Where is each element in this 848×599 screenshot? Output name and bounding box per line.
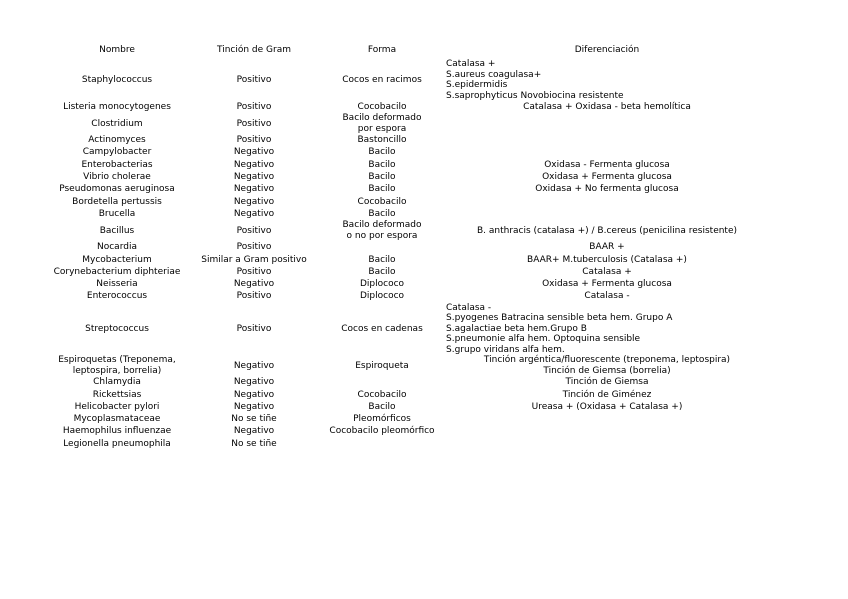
cell-diferenciacion: Tinción de Giemsa	[565, 377, 649, 388]
table-row	[44, 291, 768, 303]
table-row	[44, 426, 768, 438]
cell-nombre: Campylobacter	[82, 147, 152, 158]
table-row	[44, 401, 768, 413]
cell-tincion: No se tiñe	[231, 414, 277, 425]
cell-tincion: Negativo	[233, 172, 275, 183]
cell-diferenciacion: Oxidasa + Fermenta glucosa	[542, 172, 672, 183]
cell-nombre: Corynebacterium diphteriae	[53, 266, 181, 277]
cell-tincion: Negativo	[233, 360, 275, 371]
cell-tincion: Positivo	[236, 118, 272, 129]
table-row	[44, 254, 768, 266]
cell-forma: Bacilo	[368, 184, 396, 195]
table-row	[44, 266, 768, 278]
table-row	[44, 413, 768, 425]
cell-diferenciacion: Catalasa - S.pyogenes Batracina sensible beta hem. Grupo A S.agalactiae beta hem.Grupo B S.pneumonie alfa hem. Optoquina sensible S.grupo viridans alfa hem.	[446, 302, 673, 355]
table-row	[44, 159, 768, 171]
cell-tincion: Negativo	[233, 401, 275, 412]
cell-forma	[318, 376, 446, 388]
cell-tincion: Negativo	[233, 147, 275, 158]
cell-nombre: Streptococcus	[85, 323, 149, 334]
cell-forma: Bacilo	[368, 266, 396, 277]
cell-nombre: Chlamydia	[93, 377, 141, 388]
cell-tincion: Negativo	[233, 208, 275, 219]
cell-nombre: Listeria monocytogenes	[63, 101, 171, 112]
cell-diferenciacion	[446, 147, 768, 159]
table-row	[44, 241, 768, 253]
cell-nombre: Vibrio cholerae	[83, 172, 151, 183]
cell-tincion: Positivo	[236, 242, 272, 253]
cell-diferenciacion: Tinción de Giménez	[562, 389, 652, 400]
table-row	[44, 134, 768, 146]
cell-diferenciacion: Oxidasa + No fermenta glucosa	[535, 184, 679, 195]
table-row	[44, 113, 768, 134]
cell-forma: Espiroqueta	[355, 360, 409, 371]
cell-forma: Bacilo	[368, 147, 396, 158]
table-row	[44, 303, 768, 356]
table-row	[44, 147, 768, 159]
cell-tincion: Positivo	[236, 266, 272, 277]
cell-tincion: Similar a Gram positivo	[201, 254, 307, 265]
cell-tincion: Negativo	[233, 184, 275, 195]
cell-nombre: Espiroquetas (Treponema, leptospira, borrelia)	[58, 355, 176, 376]
cell-forma: Cocobacilo pleomórfico	[329, 426, 435, 437]
cell-nombre: Nocardia	[97, 242, 137, 253]
cell-diferenciacion: Ureasa + (Oxidasa + Catalasa +)	[531, 401, 683, 412]
cell-nombre: Pseudomonas aeruginosa	[59, 184, 175, 195]
table-row	[44, 355, 768, 376]
cell-diferenciacion: Oxidasa + Fermenta glucosa	[542, 279, 672, 290]
cell-tincion: Positivo	[236, 74, 272, 85]
table-row	[44, 278, 768, 290]
cell-diferenciacion: Oxidasa - Fermenta glucosa	[544, 159, 670, 170]
cell-tincion: Negativo	[233, 159, 275, 170]
header-row	[44, 42, 768, 59]
cell-diferenciacion: B. anthracis (catalasa +) / B.cereus (penicilina resistente)	[476, 225, 738, 236]
cell-diferenciacion: BAAR+ M.tuberculosis (Catalasa +)	[527, 254, 687, 265]
cell-tincion: No se tiñe	[231, 438, 277, 449]
cell-forma	[318, 438, 446, 450]
cell-diferenciacion: Catalasa + S.aureus coagulasa+ S.epidermidis S.saprophyticus Novobiocina resistente	[446, 59, 624, 101]
bacteria-table	[44, 42, 768, 450]
cell-nombre: Clostridium	[91, 118, 143, 129]
cell-nombre: Enterococcus	[86, 291, 148, 302]
cell-nombre: Actinomyces	[88, 135, 146, 146]
cell-forma: Diplococo	[359, 291, 405, 302]
cell-diferenciacion	[446, 208, 768, 220]
cell-tincion: Negativo	[233, 377, 275, 388]
cell-forma: Bacilo deformado o no por espora	[342, 220, 422, 241]
cell-tincion: Negativo	[233, 389, 275, 400]
cell-tincion: Positivo	[236, 291, 272, 302]
cell-tincion: Positivo	[236, 101, 272, 112]
cell-forma: Cocos en racimos	[342, 74, 422, 85]
cell-tincion: Positivo	[236, 135, 272, 146]
table-row	[44, 220, 768, 241]
cell-forma: Bacilo	[368, 401, 396, 412]
table-row	[44, 389, 768, 401]
cell-diferenciacion	[446, 438, 768, 450]
cell-forma	[318, 241, 446, 253]
cell-nombre: Brucella	[98, 208, 136, 219]
table-row	[44, 196, 768, 208]
table-row	[44, 59, 768, 101]
cell-diferenciacion	[446, 196, 768, 208]
cell-forma: Bacilo	[368, 172, 396, 183]
table-row	[44, 171, 768, 183]
cell-forma: Pleomórficos	[353, 414, 411, 425]
cell-forma: Bacilo	[368, 159, 396, 170]
cell-tincion: Negativo	[233, 279, 275, 290]
cell-diferenciacion	[446, 413, 768, 425]
cell-tincion: Positivo	[236, 323, 272, 334]
cell-forma: Bacilo	[368, 254, 396, 265]
cell-diferenciacion: Catalasa + Oxidasa - beta hemolítica	[523, 101, 691, 112]
cell-nombre: Legionella pneumophila	[63, 438, 171, 449]
header-nombre: Nombre	[99, 45, 135, 56]
cell-diferenciacion: BAAR +	[589, 242, 625, 253]
cell-tincion: Negativo	[233, 196, 275, 207]
header-diferenciacion: Diferenciación	[574, 45, 640, 56]
table-row	[44, 376, 768, 388]
cell-nombre: Haemophilus influenzae	[62, 426, 172, 437]
cell-nombre: Bacillus	[99, 225, 135, 236]
cell-nombre: Bordetella pertussis	[72, 196, 162, 207]
cell-nombre: Mycoplasmataceae	[73, 414, 161, 425]
cell-forma: Cocobacilo	[357, 389, 407, 400]
cell-nombre: Mycobacterium	[82, 254, 152, 265]
cell-nombre: Rickettsias	[92, 389, 142, 400]
cell-forma: Bacilo deformado por espora	[342, 113, 422, 134]
table-row	[44, 438, 768, 450]
cell-forma: Bastoncillo	[357, 135, 407, 146]
cell-forma: Cocobacilo	[357, 101, 407, 112]
cell-diferenciacion: Tinción argéntica/fluorescente (treponema, leptospira) Tinción de Giemsa (borrelia)	[483, 355, 731, 376]
header-forma: Forma	[367, 45, 397, 56]
cell-diferenciacion: Catalasa -	[584, 291, 630, 302]
table-row	[44, 101, 768, 113]
cell-forma: Cocos en cadenas	[341, 323, 423, 334]
cell-forma: Bacilo	[368, 208, 396, 219]
cell-forma: Cocobacilo	[357, 196, 407, 207]
table-row	[44, 208, 768, 220]
cell-diferenciacion	[446, 113, 768, 134]
cell-nombre: Helicobacter pylori	[74, 401, 160, 412]
cell-diferenciacion	[446, 134, 768, 146]
cell-tincion: Positivo	[236, 225, 272, 236]
cell-nombre: Neisseria	[96, 279, 138, 290]
header-tincion: Tinción de Gram	[216, 45, 291, 56]
cell-nombre: Staphylococcus	[81, 74, 153, 85]
cell-diferenciacion	[446, 426, 768, 438]
cell-diferenciacion: Catalasa +	[582, 266, 632, 277]
cell-tincion: Negativo	[233, 426, 275, 437]
cell-nombre: Enterobacterias	[81, 159, 153, 170]
table-row	[44, 183, 768, 195]
cell-forma: Diplococo	[359, 279, 405, 290]
